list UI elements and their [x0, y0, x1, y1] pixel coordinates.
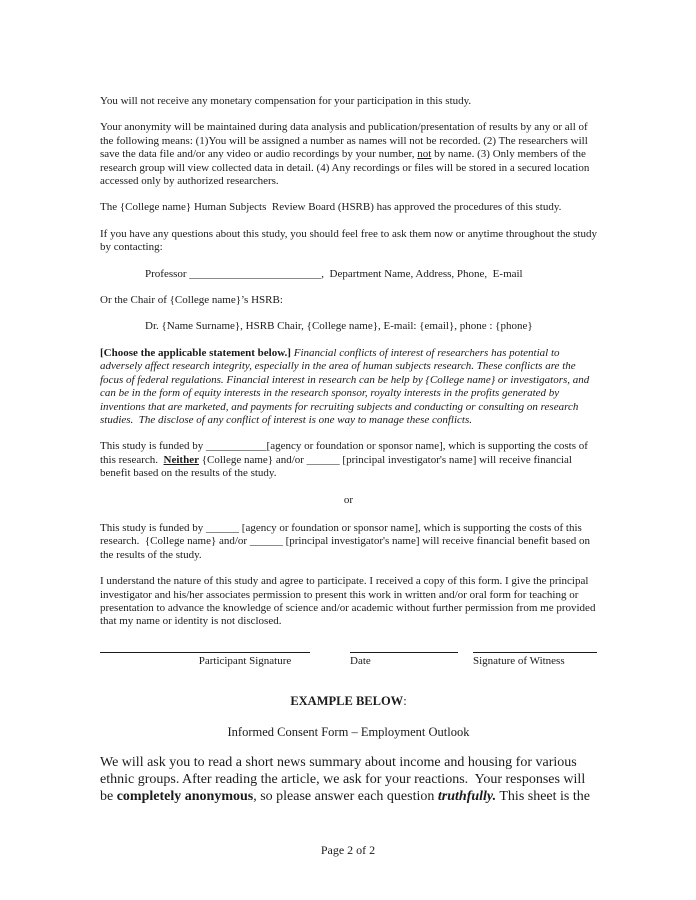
- text-segment: This study is funded by ___________[agency or foundation or sponsor name], which is supporting the costs of this research.: [100, 440, 591, 466]
- text-segment: :: [403, 694, 407, 709]
- text-segment: We will ask you to read a short news summary about income and housing for various ethnic groups. After reading the article, we ask for your reactions. Your responses will be: [100, 755, 589, 805]
- text-segment: , so please answer each question: [253, 789, 438, 805]
- indented: [100, 320, 597, 333]
- signature-label: Signature of Witness: [473, 654, 565, 667]
- text-segment: Your anonymity will be maintained during data analysis and publication/presentation of results by any or all of the following means: (1)You will be assigned a number as names will not be recorded. (2) The researchers will save the data file and/or any video or audio recordings by your number,: [100, 121, 591, 161]
- paragraph: [100, 201, 597, 214]
- signature-field: [100, 642, 310, 668]
- text-segment: This study is funded by ______ [agency or foundation or sponsor name], which is supporting the costs of this research. {College name} and/or ______ [principal investigator's name] will receive financial benefit based on the results of the study.: [100, 521, 593, 561]
- signature-line: [100, 642, 310, 653]
- signature-field: [350, 642, 458, 668]
- text-segment: This sheet is the: [496, 789, 590, 805]
- signature-field: [473, 642, 597, 668]
- text-segment: {College name} and/or ______ [principal investigator's name] will receive financial benefit based on the results of the study.: [100, 453, 575, 480]
- text-segment: EXAMPLE BELOW: [290, 694, 404, 709]
- text-segment: Neither: [163, 453, 199, 466]
- document-body: [100, 95, 600, 805]
- text-segment: Financial conflicts of interest of researchers has potential to adversely affect research integrity, especially in the area of human subjects research. These conflicts are the focus of federal regulations. Financial interest in research can be help by {College name} or investigators, and can be in the form of equity interests in the research sponsor, royalty interests in the profits generated by inventions that are marketed, and payments for recruiting subjects and conducting or consulting on research studies. The disclose of any conflict of interest is one way to manage these conflicts.: [100, 346, 593, 426]
- paragraph: [100, 227, 600, 255]
- paragraph: [100, 522, 597, 562]
- text-segment: Informed Consent Form – Employment Outlook: [227, 725, 470, 740]
- lead-paragraph: [100, 754, 597, 805]
- text-segment: or: [343, 493, 354, 506]
- text-segment: Professor ________________________, Department Name, Address, Phone, E-mail: [145, 267, 523, 280]
- signature-label: Participant Signature: [198, 654, 292, 667]
- paragraph: [100, 347, 597, 427]
- signature-row: [100, 642, 597, 668]
- text-segment: completely anonymous: [116, 789, 254, 805]
- indented: [100, 268, 597, 281]
- text-segment: by name. (3) Only members of the research group will view collected data in detail. (4) Any recordings or files will be stored in a secured location accessed only by authorized researchers.: [100, 148, 593, 188]
- text-segment: I understand the nature of this study and agree to participate. I received a copy of this form. I give the principal investigator and his/her associates permission to present this work in written and/or oral form for teaching or presentation to advance the knowledge of science and/or academic without further permission from me provided that my name or identity is not disclosed.: [100, 575, 599, 628]
- form-title: [100, 725, 597, 740]
- or-separator: [100, 494, 597, 507]
- text-segment: truthfully.: [437, 789, 497, 805]
- text-segment: The {College name} Human Subjects Review Board (HSRB) has approved the procedures of this study.: [100, 201, 562, 214]
- paragraph: [100, 95, 597, 108]
- text-segment: You will not receive any monetary compensation for your participation in this study.: [100, 95, 472, 107]
- paragraph: [100, 440, 597, 480]
- signature-line: [473, 642, 597, 653]
- signature-label: Date: [350, 654, 371, 667]
- text-segment: Or the Chair of {College name}’s HSRB:: [100, 294, 283, 307]
- text-segment: not: [417, 148, 432, 161]
- paragraph: [100, 121, 597, 188]
- paragraph: [100, 294, 597, 307]
- signature-line: [350, 642, 458, 653]
- example-heading: [100, 694, 597, 709]
- text-segment: [Choose the applicable statement below.]: [100, 346, 291, 359]
- text-segment: Dr. {Name Surname}, HSRB Chair, {College name}, E-mail: {email}, phone : {phone}: [145, 320, 533, 333]
- text-segment: If you have any questions about this study, you should feel free to ask them now or anytime throughout the study by contacting:: [100, 227, 600, 254]
- paragraph: [100, 575, 597, 629]
- page-number: Page 2 of 2: [320, 843, 376, 857]
